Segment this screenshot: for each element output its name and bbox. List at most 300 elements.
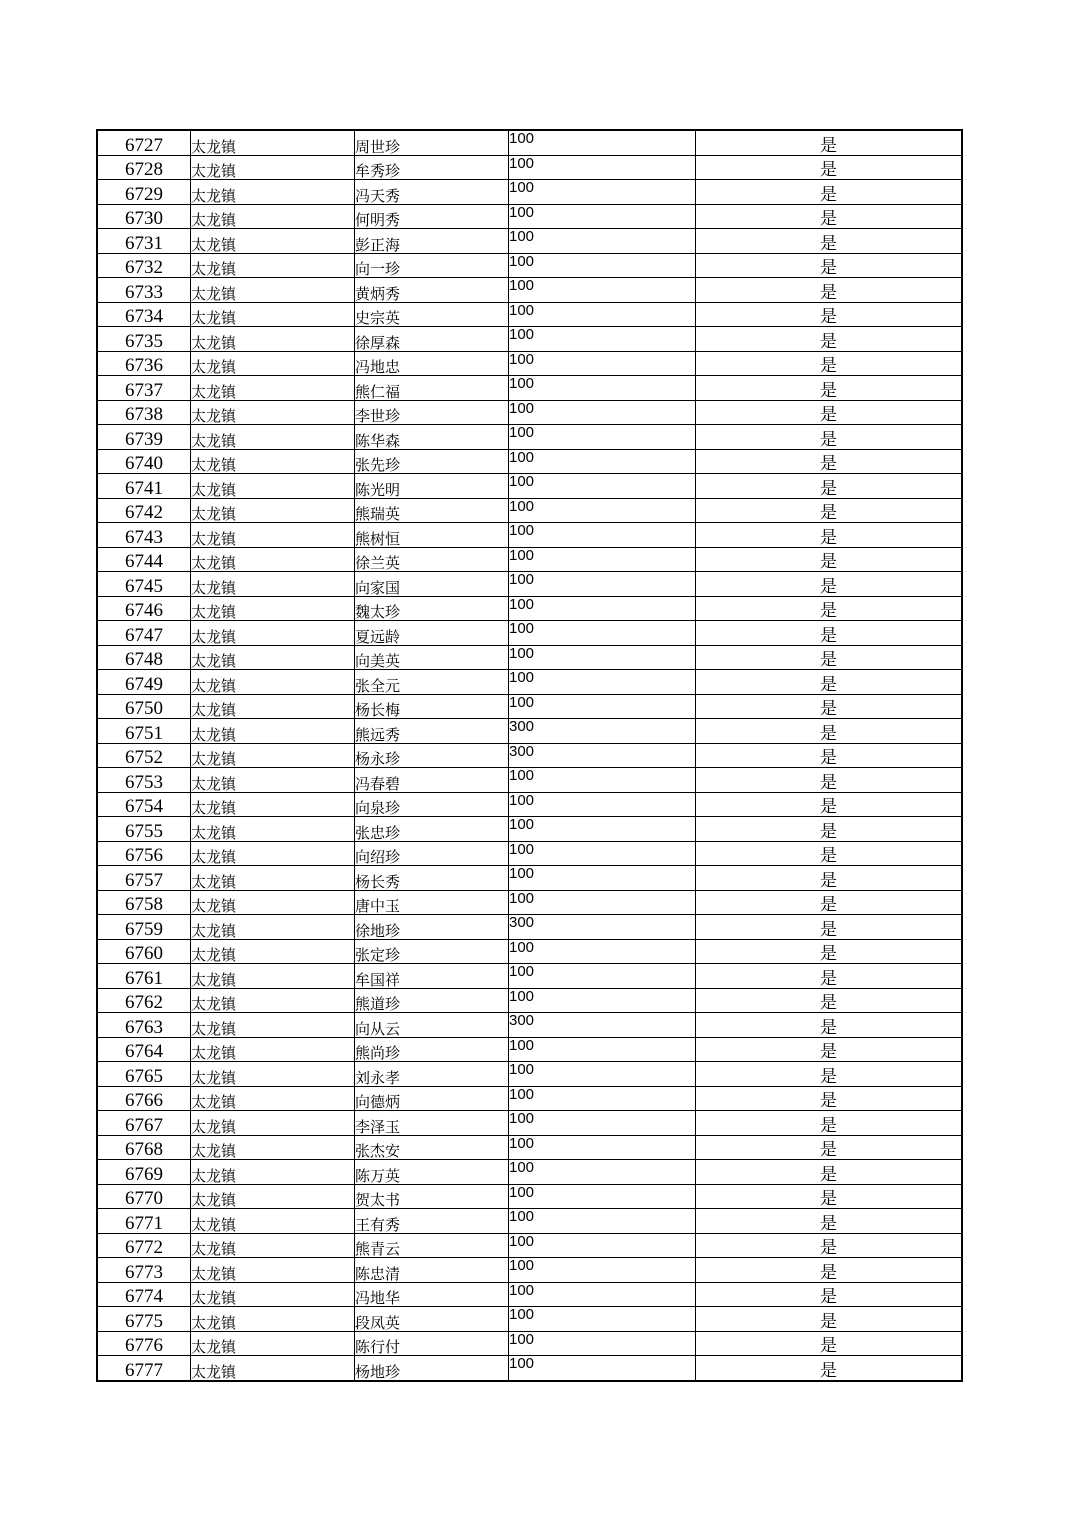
flag-cell: 是 [696,155,963,180]
town-cell: 太龙镇 [191,327,355,352]
row-number-cell: 6744 [97,547,191,572]
data-table [96,129,963,1382]
table-row [97,278,962,303]
town-cell: 太龙镇 [191,1086,355,1111]
town-cell: 太龙镇 [191,1013,355,1038]
flag-cell: 是 [696,1331,963,1356]
town-cell: 太龙镇 [191,1258,355,1283]
table-row [97,1111,962,1136]
flag-cell: 是 [696,645,963,670]
table-row [97,180,962,205]
row-number-cell: 6731 [97,229,191,254]
table-row [97,425,962,450]
town-cell: 太龙镇 [191,1062,355,1087]
row-number-cell: 6747 [97,621,191,646]
table-row [97,645,962,670]
table-row [97,866,962,891]
name-cell: 段凤英 [355,1307,509,1332]
flag-cell: 是 [696,1013,963,1038]
town-cell: 太龙镇 [191,1111,355,1136]
table-row [97,890,962,915]
name-cell: 冯天秀 [355,180,509,205]
town-cell: 太龙镇 [191,1356,355,1381]
row-number-cell: 6767 [97,1111,191,1136]
row-number-cell: 6764 [97,1037,191,1062]
table-row [97,694,962,719]
town-cell: 太龙镇 [191,743,355,768]
town-cell: 太龙镇 [191,694,355,719]
amount-cell: 100 [509,817,696,842]
row-number-cell: 6757 [97,866,191,891]
amount-cell: 300 [509,743,696,768]
row-number-cell: 6776 [97,1331,191,1356]
table-body [97,130,962,1381]
flag-cell: 是 [696,449,963,474]
table-row [97,1013,962,1038]
amount-cell: 100 [509,130,696,155]
flag-cell: 是 [696,547,963,572]
name-cell: 向绍珍 [355,841,509,866]
table-row [97,1307,962,1332]
flag-cell: 是 [696,523,963,548]
flag-cell: 是 [696,768,963,793]
name-cell: 贺太书 [355,1184,509,1209]
name-cell: 彭正海 [355,229,509,254]
amount-cell: 100 [509,596,696,621]
amount-cell: 300 [509,719,696,744]
amount-cell: 100 [509,866,696,891]
town-cell: 太龙镇 [191,1307,355,1332]
amount-cell: 100 [509,768,696,793]
town-cell: 太龙镇 [191,1233,355,1258]
row-number-cell: 6740 [97,449,191,474]
amount-cell: 100 [509,645,696,670]
flag-cell: 是 [696,866,963,891]
row-number-cell: 6765 [97,1062,191,1087]
row-number-cell: 6728 [97,155,191,180]
row-number-cell: 6735 [97,327,191,352]
name-cell: 周世珍 [355,130,509,155]
name-cell: 熊道珍 [355,988,509,1013]
name-cell: 黄炳秀 [355,278,509,303]
row-number-cell: 6737 [97,376,191,401]
flag-cell: 是 [696,204,963,229]
town-cell: 太龙镇 [191,964,355,989]
amount-cell: 100 [509,253,696,278]
row-number-cell: 6762 [97,988,191,1013]
name-cell: 何明秀 [355,204,509,229]
flag-cell: 是 [696,743,963,768]
name-cell: 冯春碧 [355,768,509,793]
row-number-cell: 6746 [97,596,191,621]
town-cell: 太龙镇 [191,155,355,180]
town-cell: 太龙镇 [191,278,355,303]
row-number-cell: 6770 [97,1184,191,1209]
amount-cell: 100 [509,1307,696,1332]
row-number-cell: 6774 [97,1282,191,1307]
name-cell: 冯地忠 [355,351,509,376]
row-number-cell: 6738 [97,400,191,425]
table-row [97,1258,962,1283]
flag-cell: 是 [696,1209,963,1234]
flag-cell: 是 [696,376,963,401]
table-row [97,523,962,548]
name-cell: 熊远秀 [355,719,509,744]
row-number-cell: 6739 [97,425,191,450]
table-row [97,1062,962,1087]
town-cell: 太龙镇 [191,547,355,572]
flag-cell: 是 [696,180,963,205]
name-cell: 夏远龄 [355,621,509,646]
amount-cell: 100 [509,890,696,915]
name-cell: 张忠珍 [355,817,509,842]
amount-cell: 100 [509,204,696,229]
flag-cell: 是 [696,1037,963,1062]
flag-cell: 是 [696,596,963,621]
flag-cell: 是 [696,817,963,842]
row-number-cell: 6751 [97,719,191,744]
town-cell: 太龙镇 [191,596,355,621]
table-row [97,768,962,793]
row-number-cell: 6742 [97,498,191,523]
name-cell: 杨长梅 [355,694,509,719]
row-number-cell: 6754 [97,792,191,817]
name-cell: 李世珍 [355,400,509,425]
flag-cell: 是 [696,1307,963,1332]
table-row [97,719,962,744]
table-row [97,351,962,376]
amount-cell: 100 [509,351,696,376]
name-cell: 向泉珍 [355,792,509,817]
town-cell: 太龙镇 [191,400,355,425]
flag-cell: 是 [696,572,963,597]
amount-cell: 100 [509,1331,696,1356]
amount-cell: 100 [509,278,696,303]
town-cell: 太龙镇 [191,719,355,744]
town-cell: 太龙镇 [191,351,355,376]
town-cell: 太龙镇 [191,1037,355,1062]
table-row [97,621,962,646]
amount-cell: 100 [509,1062,696,1087]
amount-cell: 100 [509,841,696,866]
table-row [97,743,962,768]
flag-cell: 是 [696,1086,963,1111]
table-row [97,302,962,327]
table-row [97,130,962,155]
flag-cell: 是 [696,474,963,499]
row-number-cell: 6736 [97,351,191,376]
flag-cell: 是 [696,425,963,450]
town-cell: 太龙镇 [191,621,355,646]
flag-cell: 是 [696,890,963,915]
flag-cell: 是 [696,1184,963,1209]
table-row [97,964,962,989]
town-cell: 太龙镇 [191,841,355,866]
row-number-cell: 6727 [97,130,191,155]
name-cell: 陈光明 [355,474,509,499]
amount-cell: 100 [509,523,696,548]
town-cell: 太龙镇 [191,572,355,597]
row-number-cell: 6766 [97,1086,191,1111]
town-cell: 太龙镇 [191,939,355,964]
table-row [97,1233,962,1258]
table-row [97,253,962,278]
town-cell: 太龙镇 [191,498,355,523]
flag-cell: 是 [696,915,963,940]
flag-cell: 是 [696,1135,963,1160]
name-cell: 向德炳 [355,1086,509,1111]
amount-cell: 100 [509,670,696,695]
amount-cell: 100 [509,988,696,1013]
flag-cell: 是 [696,1258,963,1283]
flag-cell: 是 [696,1233,963,1258]
amount-cell: 100 [509,376,696,401]
name-cell: 向美英 [355,645,509,670]
flag-cell: 是 [696,1111,963,1136]
town-cell: 太龙镇 [191,866,355,891]
table-row [97,817,962,842]
town-cell: 太龙镇 [191,253,355,278]
name-cell: 张先珍 [355,449,509,474]
amount-cell: 100 [509,229,696,254]
amount-cell: 100 [509,1356,696,1381]
amount-cell: 300 [509,915,696,940]
table-row [97,1037,962,1062]
flag-cell: 是 [696,302,963,327]
row-number-cell: 6772 [97,1233,191,1258]
table-row [97,327,962,352]
amount-cell: 100 [509,1258,696,1283]
town-cell: 太龙镇 [191,376,355,401]
name-cell: 王有秀 [355,1209,509,1234]
amount-cell: 100 [509,180,696,205]
town-cell: 太龙镇 [191,204,355,229]
row-number-cell: 6775 [97,1307,191,1332]
row-number-cell: 6749 [97,670,191,695]
amount-cell: 100 [509,302,696,327]
name-cell: 李泽玉 [355,1111,509,1136]
amount-cell: 100 [509,1209,696,1234]
amount-cell: 100 [509,1086,696,1111]
table-row [97,792,962,817]
table-row [97,204,962,229]
flag-cell: 是 [696,1062,963,1087]
flag-cell: 是 [696,988,963,1013]
flag-cell: 是 [696,400,963,425]
row-number-cell: 6763 [97,1013,191,1038]
table-row [97,572,962,597]
table-row [97,400,962,425]
amount-cell: 100 [509,1184,696,1209]
name-cell: 张全元 [355,670,509,695]
name-cell: 刘永孝 [355,1062,509,1087]
name-cell: 杨地珍 [355,1356,509,1381]
name-cell: 熊树恒 [355,523,509,548]
amount-cell: 100 [509,572,696,597]
table-row [97,988,962,1013]
name-cell: 熊青云 [355,1233,509,1258]
name-cell: 陈万英 [355,1160,509,1185]
town-cell: 太龙镇 [191,1184,355,1209]
row-number-cell: 6759 [97,915,191,940]
amount-cell: 100 [509,1160,696,1185]
row-number-cell: 6730 [97,204,191,229]
table-row [97,1356,962,1381]
table-row [97,1160,962,1185]
table-row [97,1086,962,1111]
amount-cell: 100 [509,155,696,180]
row-number-cell: 6777 [97,1356,191,1381]
row-number-cell: 6734 [97,302,191,327]
amount-cell: 100 [509,621,696,646]
amount-cell: 100 [509,547,696,572]
flag-cell: 是 [696,327,963,352]
amount-cell: 300 [509,1013,696,1038]
flag-cell: 是 [696,229,963,254]
flag-cell: 是 [696,1160,963,1185]
flag-cell: 是 [696,792,963,817]
town-cell: 太龙镇 [191,474,355,499]
row-number-cell: 6760 [97,939,191,964]
row-number-cell: 6733 [97,278,191,303]
name-cell: 徐兰英 [355,547,509,572]
amount-cell: 100 [509,1233,696,1258]
flag-cell: 是 [696,253,963,278]
name-cell: 杨长秀 [355,866,509,891]
name-cell: 向家国 [355,572,509,597]
name-cell: 陈华森 [355,425,509,450]
row-number-cell: 6756 [97,841,191,866]
table-row [97,1184,962,1209]
flag-cell: 是 [696,278,963,303]
name-cell: 向一珍 [355,253,509,278]
town-cell: 太龙镇 [191,768,355,793]
amount-cell: 100 [509,1282,696,1307]
row-number-cell: 6748 [97,645,191,670]
flag-cell: 是 [696,351,963,376]
table-row [97,449,962,474]
row-number-cell: 6773 [97,1258,191,1283]
row-number-cell: 6750 [97,694,191,719]
town-cell: 太龙镇 [191,988,355,1013]
amount-cell: 100 [509,425,696,450]
row-number-cell: 6753 [97,768,191,793]
flag-cell: 是 [696,1282,963,1307]
amount-cell: 100 [509,498,696,523]
town-cell: 太龙镇 [191,645,355,670]
name-cell: 杨永珍 [355,743,509,768]
town-cell: 太龙镇 [191,523,355,548]
row-number-cell: 6761 [97,964,191,989]
table-row [97,474,962,499]
table-row [97,670,962,695]
amount-cell: 100 [509,400,696,425]
town-cell: 太龙镇 [191,130,355,155]
name-cell: 张定珍 [355,939,509,964]
row-number-cell: 6743 [97,523,191,548]
flag-cell: 是 [696,498,963,523]
table-row [97,1209,962,1234]
row-number-cell: 6771 [97,1209,191,1234]
town-cell: 太龙镇 [191,915,355,940]
town-cell: 太龙镇 [191,1282,355,1307]
town-cell: 太龙镇 [191,670,355,695]
table-row [97,498,962,523]
row-number-cell: 6732 [97,253,191,278]
table-row [97,376,962,401]
flag-cell: 是 [696,939,963,964]
name-cell: 徐厚森 [355,327,509,352]
town-cell: 太龙镇 [191,449,355,474]
town-cell: 太龙镇 [191,1209,355,1234]
name-cell: 冯地华 [355,1282,509,1307]
name-cell: 陈忠清 [355,1258,509,1283]
table-row [97,155,962,180]
flag-cell: 是 [696,841,963,866]
amount-cell: 100 [509,1111,696,1136]
table-row [97,1135,962,1160]
table-row [97,915,962,940]
town-cell: 太龙镇 [191,302,355,327]
amount-cell: 100 [509,327,696,352]
row-number-cell: 6768 [97,1135,191,1160]
flag-cell: 是 [696,1356,963,1381]
town-cell: 太龙镇 [191,1160,355,1185]
flag-cell: 是 [696,694,963,719]
flag-cell: 是 [696,621,963,646]
flag-cell: 是 [696,964,963,989]
amount-cell: 100 [509,792,696,817]
row-number-cell: 6729 [97,180,191,205]
row-number-cell: 6745 [97,572,191,597]
town-cell: 太龙镇 [191,229,355,254]
table-row [97,547,962,572]
amount-cell: 100 [509,964,696,989]
name-cell: 牟秀珍 [355,155,509,180]
name-cell: 史宗英 [355,302,509,327]
table-row [97,939,962,964]
town-cell: 太龙镇 [191,1135,355,1160]
name-cell: 熊瑞英 [355,498,509,523]
amount-cell: 100 [509,939,696,964]
name-cell: 魏太珍 [355,596,509,621]
flag-cell: 是 [696,670,963,695]
row-number-cell: 6752 [97,743,191,768]
flag-cell: 是 [696,130,963,155]
town-cell: 太龙镇 [191,792,355,817]
town-cell: 太龙镇 [191,1331,355,1356]
flag-cell: 是 [696,719,963,744]
row-number-cell: 6769 [97,1160,191,1185]
name-cell: 徐地珍 [355,915,509,940]
name-cell: 牟国祥 [355,964,509,989]
amount-cell: 100 [509,1037,696,1062]
row-number-cell: 6758 [97,890,191,915]
name-cell: 张杰安 [355,1135,509,1160]
amount-cell: 100 [509,694,696,719]
town-cell: 太龙镇 [191,817,355,842]
table-row [97,229,962,254]
amount-cell: 100 [509,1135,696,1160]
town-cell: 太龙镇 [191,180,355,205]
name-cell: 陈行付 [355,1331,509,1356]
amount-cell: 100 [509,474,696,499]
table-row [97,841,962,866]
town-cell: 太龙镇 [191,425,355,450]
table-row [97,596,962,621]
name-cell: 熊仁福 [355,376,509,401]
amount-cell: 100 [509,449,696,474]
